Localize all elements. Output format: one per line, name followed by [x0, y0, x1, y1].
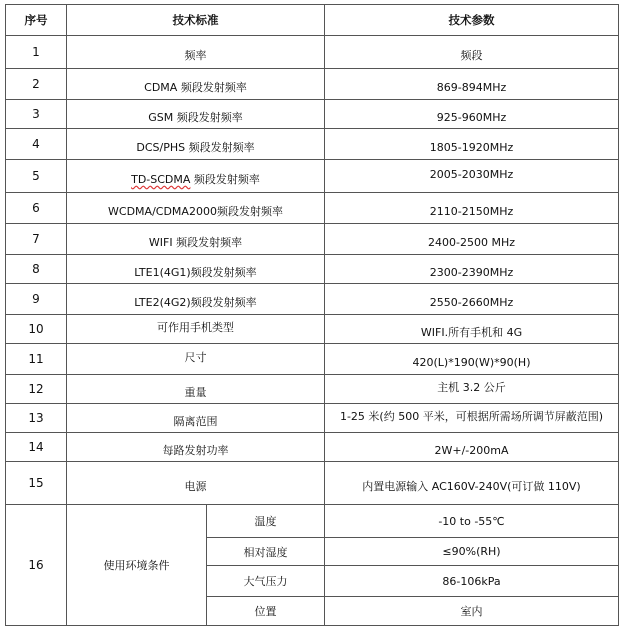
row-standard: 可作用手机类型: [67, 315, 325, 344]
table-row: [6, 69, 619, 100]
row-number: 11: [6, 344, 67, 375]
environment-item-name: 温度: [207, 505, 325, 538]
table-row: [6, 36, 619, 69]
row-number: 9: [6, 284, 67, 315]
row-value: 2005-2030MHz: [325, 160, 619, 193]
row-value: WIFI.所有手机和 4G: [325, 315, 619, 344]
row-standard: CDMA 频段发射频率: [67, 69, 325, 100]
row-value: 2550-2660MHz: [325, 284, 619, 315]
header-seq: 序号: [6, 5, 67, 36]
row-number: 1: [6, 36, 67, 69]
environment-item-value: 室内: [325, 597, 619, 626]
row-value: 2300-2390MHz: [325, 255, 619, 284]
row-number: 4: [6, 129, 67, 160]
row-standard: 电源: [67, 462, 325, 505]
row-value: 频段: [325, 36, 619, 69]
environment-item-name: 位置: [207, 597, 325, 626]
table-row: [6, 344, 619, 375]
row-standard: 频率: [67, 36, 325, 69]
row-standard: WIFI 频段发射频率: [67, 224, 325, 255]
row-number: 12: [6, 375, 67, 404]
table-row: [6, 284, 619, 315]
table-row: [6, 129, 619, 160]
row-number: 3: [6, 100, 67, 129]
row-number: 7: [6, 224, 67, 255]
spec-table: [5, 4, 619, 626]
row-number: 6: [6, 193, 67, 224]
spellcheck-word: TD-SCDMA: [131, 173, 191, 186]
row-value: 1805-1920MHz: [325, 129, 619, 160]
row-standard: 每路发射功率: [67, 433, 325, 462]
row-number: 14: [6, 433, 67, 462]
row-value: 1-25 米(约 500 平米，可根据所需场所调节屏蔽范围): [325, 404, 619, 433]
environment-item-value: ≤90%(RH): [325, 538, 619, 566]
row-standard: DCS/PHS 频段发射频率: [67, 129, 325, 160]
environment-item-name: 大气压力: [207, 566, 325, 597]
table-header-row: [6, 5, 619, 36]
table-row: [6, 255, 619, 284]
row-standard: LTE1(4G1)频段发射频率: [67, 255, 325, 284]
environment-row: [6, 505, 619, 538]
environment-item-value: -10 to -55℃: [325, 505, 619, 538]
row-standard: LTE2(4G2)频段发射频率: [67, 284, 325, 315]
row-number: 8: [6, 255, 67, 284]
header-params: 技术参数: [325, 5, 619, 36]
environment-label: 使用环境条件: [67, 505, 207, 626]
row-standard: TD-SCDMA 频段发射频率: [67, 160, 325, 193]
row-value: 420(L)*190(W)*90(H): [325, 344, 619, 375]
environment-item-name: 相对湿度: [207, 538, 325, 566]
row-number: 10: [6, 315, 67, 344]
row-standard: WCDMA/CDMA2000频段发射频率: [67, 193, 325, 224]
row-value: 2400-2500 MHz: [325, 224, 619, 255]
row-standard: GSM 频段发射频率: [67, 100, 325, 129]
row-value: 主机 3.2 公斤: [325, 375, 619, 404]
table-row: [6, 193, 619, 224]
row-standard: 尺寸: [67, 344, 325, 375]
row-value: 2W+/-200mA: [325, 433, 619, 462]
table-row: [6, 224, 619, 255]
table-row: [6, 315, 619, 344]
row-number: 13: [6, 404, 67, 433]
table-row: [6, 375, 619, 404]
row-value: 869-894MHz: [325, 69, 619, 100]
row-value: 内置电源输入 AC160V-240V(可订做 110V): [325, 462, 619, 505]
row-standard: 隔离范围: [67, 404, 325, 433]
row-number: 16: [6, 505, 67, 626]
table-row: [6, 160, 619, 193]
table-row: [6, 433, 619, 462]
row-value: 2110-2150MHz: [325, 193, 619, 224]
table-row: [6, 100, 619, 129]
row-value: 925-960MHz: [325, 100, 619, 129]
row-standard: 重量: [67, 375, 325, 404]
row-number: 5: [6, 160, 67, 193]
header-standard: 技术标准: [67, 5, 325, 36]
row-number: 15: [6, 462, 67, 505]
table-row: [6, 462, 619, 505]
table-row: [6, 404, 619, 433]
environment-item-value: 86-106kPa: [325, 566, 619, 597]
row-number: 2: [6, 69, 67, 100]
